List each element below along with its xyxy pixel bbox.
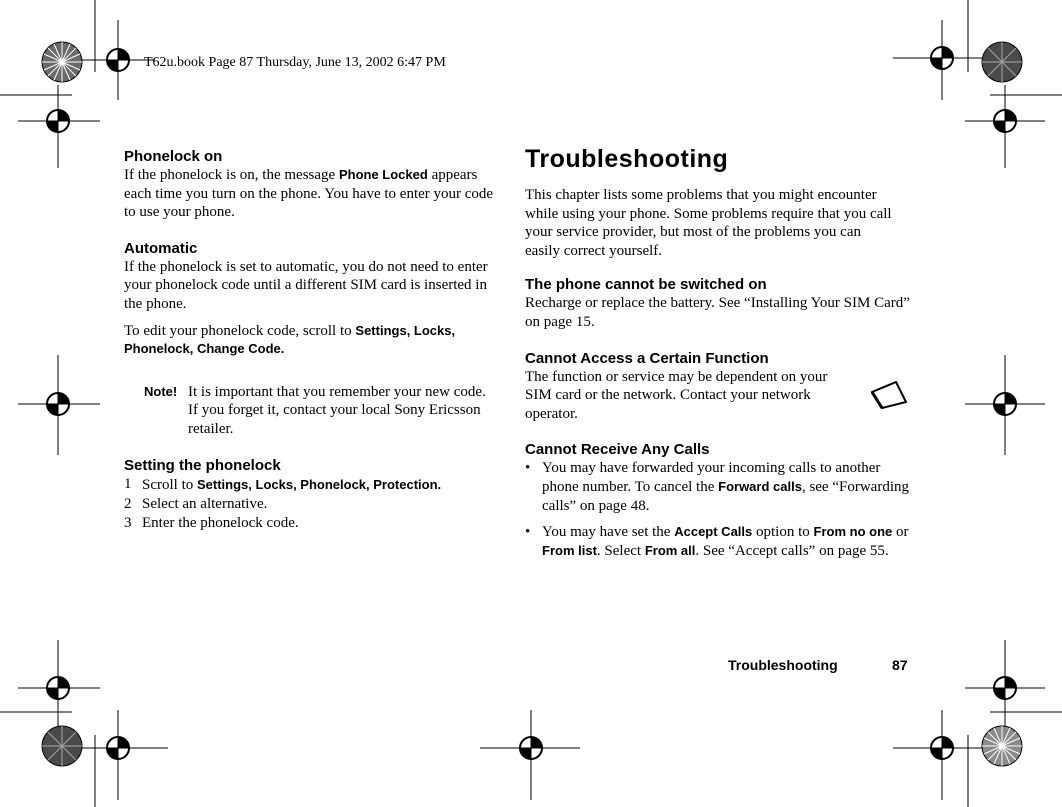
edit-code-paragraph: To edit your phonelock code, scroll to Settings, Locks, Phonelock, Change Code.: [124, 322, 456, 357]
cannot-switch-on-text: Recharge or replace the battery. See “Installing Your SIM Card” on page 15.: [525, 295, 910, 330]
crosshair-icon: [18, 640, 100, 735]
phone-locked-term: Phone Locked: [338, 167, 428, 182]
cannot-receive-heading: Cannot Receive Any Calls: [525, 441, 710, 459]
cannot-access-text: The function or service may be dependent on your SIM card or the network. Contact your network operator.: [525, 368, 828, 422]
starburst-icon: [42, 726, 82, 766]
crosshair-icon: [18, 355, 100, 455]
crosshair-icon: [893, 20, 985, 100]
crosshair-icon: [965, 85, 1045, 168]
cannot-switch-on-heading: The phone cannot be switched on: [525, 276, 767, 294]
bullet-item: • You may have set the Accept Calls option to From no one or From list. Select From all. See “Accept calls” on page 55.: [525, 524, 909, 559]
phonelock-paragraph: If the phonelock is on, the message Phone Locked appears each time you turn on the phone. You have to enter your code to use your phone.: [124, 167, 494, 221]
crosshair-icon: [965, 640, 1045, 735]
page-number: 87: [892, 657, 908, 673]
page-title: Troubleshooting: [525, 145, 729, 173]
crosshair-icon: [480, 710, 580, 800]
intro-paragraph: This chapter lists some problems that you might encounter while using your phone. Some problems require that you call your service provider, but most of the problems you can easily correct yourself.: [525, 187, 892, 259]
phonelock-heading: Phonelock on: [124, 148, 223, 165]
note-text: It is important that you remember your new code. If you forget it, contact your local Sony Ericsson retailer.: [188, 383, 486, 437]
crosshair-icon: [80, 710, 168, 800]
bullet-list: [525, 459, 910, 560]
note-label: Note!: [144, 383, 178, 399]
note-box: [144, 383, 494, 439]
step-item: 2 Select an alternative.: [124, 495, 268, 512]
automatic-heading: Automatic: [124, 239, 198, 257]
steps-list: [124, 475, 494, 533]
automatic-paragraph: If the phonelock is set to automatic, you do not need to enter your phonelock code until a different SIM card is inserted in the phone.: [124, 258, 488, 312]
footer-section-title: Troubleshooting: [728, 657, 838, 673]
sim-card-icon: [870, 380, 908, 410]
starburst-icon: [42, 42, 82, 82]
starburst-icon: [982, 726, 1022, 766]
book-info-header: T62u.book Page 87 Thursday, June 13, 2002 6:47 PM: [144, 55, 446, 70]
crosshair-icon: [893, 710, 985, 800]
crosshair-icon: [18, 85, 100, 168]
left-column: [124, 148, 494, 533]
starburst-icon: [982, 42, 1022, 82]
bullet-item: • You may have forwarded your incoming calls to another phone number. To cancel the Forward calls, see “Forwarding calls” on page 48.: [525, 460, 909, 514]
setting-phonelock-heading: Setting the phonelock: [124, 456, 281, 474]
step-item: 3 Enter the phonelock code.: [124, 514, 299, 531]
cannot-access-heading: Cannot Access a Certain Function: [525, 349, 769, 367]
crosshair-icon: [965, 355, 1045, 455]
right-column: [525, 145, 910, 560]
step-item: 1 Scroll to Settings, Locks, Phonelock, Protection.: [124, 475, 442, 493]
menu-path: Settings, Locks, Phonelock, Change Code.: [124, 322, 456, 357]
